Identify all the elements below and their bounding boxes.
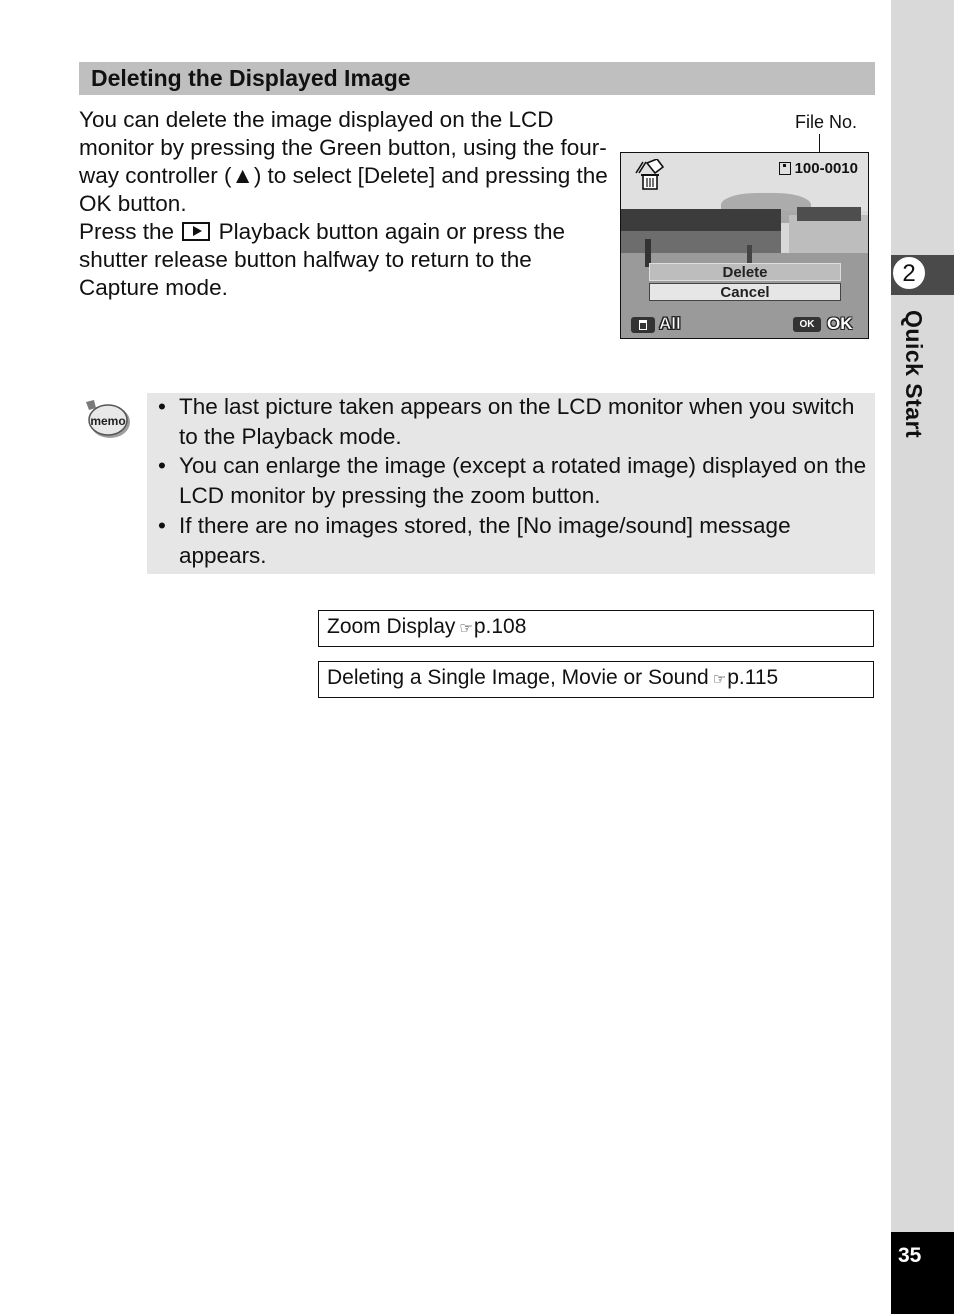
lcd-all-label: All xyxy=(659,314,681,333)
section-header xyxy=(79,62,875,95)
lcd-menu-cancel: Cancel xyxy=(649,283,841,301)
ok-button-icon: OK xyxy=(793,317,821,332)
lcd-screen-figure xyxy=(620,152,869,339)
memo-item: • If there are no images stored, the [No image/sound] message appears. xyxy=(158,512,791,568)
lcd-bottom-bar xyxy=(621,313,868,339)
lcd-ok-label: OK xyxy=(827,314,853,333)
pointing-hand-icon: ☞ xyxy=(712,671,727,688)
file-number-text: 100-0010 xyxy=(794,160,858,177)
memo-icon xyxy=(80,398,132,442)
chapter-number: 2 xyxy=(893,257,925,289)
pointing-hand-icon: ☞ xyxy=(459,620,473,637)
green-button-delete-icon xyxy=(633,159,667,191)
chapter-title: Quick Start xyxy=(901,310,927,439)
chapter-sidebar xyxy=(891,0,954,1314)
reference-page: p.115 xyxy=(727,666,779,689)
memo-box xyxy=(147,393,875,574)
section-title: Deleting the Displayed Image xyxy=(91,65,411,91)
body-paragraph-2-start: Press the xyxy=(79,219,175,244)
body-text xyxy=(79,106,609,302)
reference-text: Zoom Display xyxy=(327,615,456,638)
reference-text: Deleting a Single Image, Movie or Sound xyxy=(327,666,709,689)
memo-icon-text: memo xyxy=(90,414,126,428)
memo-item: • You can enlarge the image (except a rotated image) displayed on the LCD monitor by pressing the zoom button. xyxy=(158,453,867,509)
body-paragraph-2 xyxy=(79,218,609,302)
file-number-callout: File No. xyxy=(795,112,858,132)
lcd-photo-building-right xyxy=(789,215,869,255)
memo-list xyxy=(147,392,875,570)
lcd-delete-menu xyxy=(649,263,841,303)
lcd-menu-delete: Delete xyxy=(649,263,841,281)
memo-item: • The last picture taken appears on the LCD monitor when you switch to the Playback mode. xyxy=(158,394,855,449)
reference-zoom-display xyxy=(318,610,874,647)
folder-icon xyxy=(779,162,791,175)
page-number: 35 xyxy=(898,1244,922,1267)
body-paragraph-2-end: Playback button again or press the shutter release button halfway to return to the Capture mode. xyxy=(79,219,566,300)
file-number-display xyxy=(779,160,858,177)
reference-page: p.108 xyxy=(473,615,527,638)
playback-icon xyxy=(182,222,210,241)
reference-deleting-single-image xyxy=(318,661,874,698)
trash-icon xyxy=(631,317,655,333)
body-paragraph-1: You can delete the image displayed on the LCD monitor by pressing the Green button, using the four-way controller (▲) to select [Delete] and pressing the OK button. xyxy=(79,107,608,216)
